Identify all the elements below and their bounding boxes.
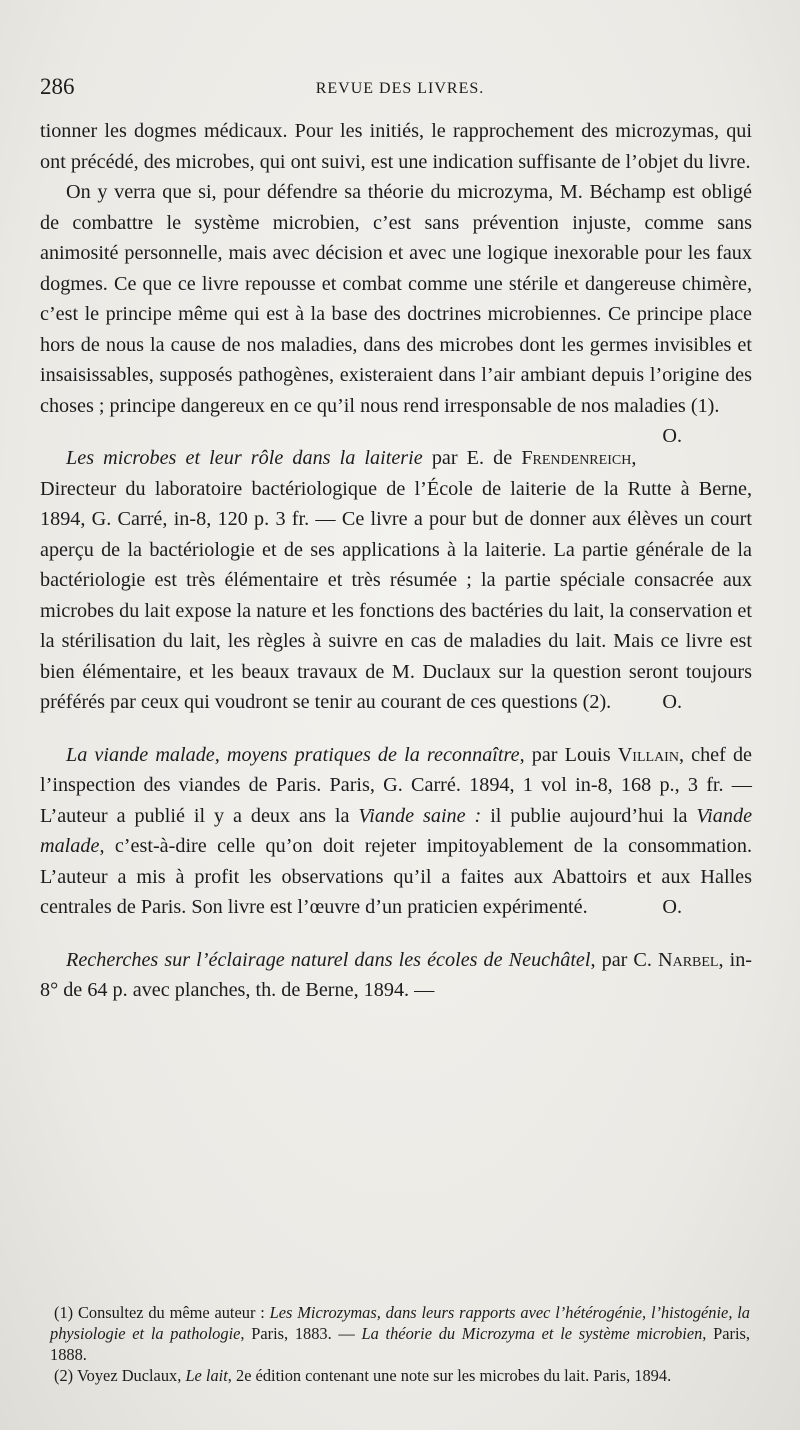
running-head: REVUE DES LIVRES.	[315, 80, 485, 97]
review-author: Narbel	[658, 948, 719, 971]
signature: O.	[662, 425, 682, 447]
review-text-a: , chef de l’inspection des viandes de Paris. Paris, G. Carré. 1894, 1 vol in-8, 168 p., 3 fr. — L’auteur a publié il y a deux ans la	[40, 743, 752, 827]
footnote-text: Voyez Duclaux,	[76, 1366, 182, 1385]
review-by: , par C.	[590, 948, 652, 971]
continuation-paragraph: tionner les dogmes médicaux. Pour les initiés, le rapprochement des microzymas, qui ont précédé, des microbes, qui ont suivi, est une indication suffisante de l’objet du livre.	[40, 120, 752, 173]
paragraph-text: On y verra que si, pour défendre sa théorie du microzyma, M. Béchamp est obligé de combattre le système microbien, c’est sans prévention injuste, comme sans animosité personnelle, mais avec décision et avec une logique inexorable pour les faux dogmes. Ce que ce livre repousse et combat comme une stérile et dangereuse chimère, c’est le principe même qui est à la base des doctrines microbiennes. Ce principe place hors de nous la cause de nos maladies, dans des microbes dont les germes invisibles et insaisissables, supposés pathogènes, existeraient dans l’air ambiant depuis l’origine des choses ; principe dangereux en ce qu’il nous rend irresponsable de nos maladies (1).	[40, 181, 752, 417]
footnote-text: Consultez du même auteur :	[77, 1303, 265, 1322]
review-text: , in-8° de 64 p. avec planches, th. de Berne, 1894. —	[40, 948, 753, 1001]
review-by: par E. de	[431, 447, 513, 469]
review-text: , Directeur du laboratoire bactériologique de l’École de laiterie de la Rutte à Berne, 1894, G. Carré, in-8, 120 p. 3 fr. — Ce livre a pour but de donner aux élèves un court aperçu de la bactériologie et de ses applications à la laiterie. La partie générale de la bactériologie est très élémentaire et très résumée ; la partie spéciale consacrée aux microbes du lait expose la nature et les fonctions des bactéries du lait, la conservation et la stérilisation du lait, les règles à suivre en cas de maladies du lait. Mais ce livre est bien élémentaire, et les beaux travaux de M. Duclaux sur la question seront toujours préférés par ceux qui voudront se tenir au courant de ces questions (2).	[40, 447, 752, 713]
body-text	[40, 116, 752, 1006]
cited-book: Viande saine :	[358, 804, 482, 827]
footnote-book: Les Microzymas, dans leurs rapports avec l’hétérogénie, l’histogénie, la physiologie et la pathologie	[50, 1303, 751, 1343]
book-title: La viande malade, moyens pratiques de la reconnaître	[66, 743, 520, 766]
footnote-text: , Paris, 1888.	[50, 1324, 750, 1364]
footnote-mark: (2)	[54, 1366, 74, 1385]
footnotes	[50, 1302, 750, 1386]
footnote-1	[50, 1302, 750, 1365]
page-header	[40, 74, 760, 106]
footnote-book: Le lait	[185, 1366, 228, 1385]
paragraph-microzyma	[40, 177, 752, 447]
cited-book: Viande malade	[40, 804, 753, 857]
footnote-mark: (1)	[54, 1303, 74, 1322]
review-by: , par Louis	[519, 743, 611, 766]
footnote-book: La théorie du Microzyma et le système microbien	[361, 1324, 703, 1343]
review-viande	[40, 740, 752, 923]
review-author: Frendenreich	[521, 447, 632, 469]
footnote-text: , 2e édition contenant une note sur les microbes du lait. Paris, 1894.	[227, 1366, 672, 1385]
book-title: Les microbes et leur rôle dans la laiterie	[66, 447, 423, 469]
review-author: Villain	[617, 743, 679, 766]
footnote-2	[50, 1365, 750, 1386]
signature: O.	[662, 896, 682, 918]
footnote-text: , Paris, 1883. —	[240, 1324, 355, 1343]
signature: O.	[662, 691, 682, 713]
book-title: Recherches sur l’éclairage naturel dans les écoles de Neuchâtel	[66, 948, 591, 971]
review-text-b: il publie aujourd’hui la	[490, 804, 688, 827]
page-number: 286	[40, 74, 75, 99]
review-text-c: , c’est-à-dire celle qu’on doit rejeter impitoyablement de la consommation. L’auteur a mis à profit les observations qu’il a faites aux Abattoirs et aux Halles centrales de Paris. Son livre est l’œuvre d’un praticien expérimenté.	[40, 835, 752, 918]
review-eclairage	[40, 945, 752, 1006]
review-laiterie	[40, 443, 752, 718]
